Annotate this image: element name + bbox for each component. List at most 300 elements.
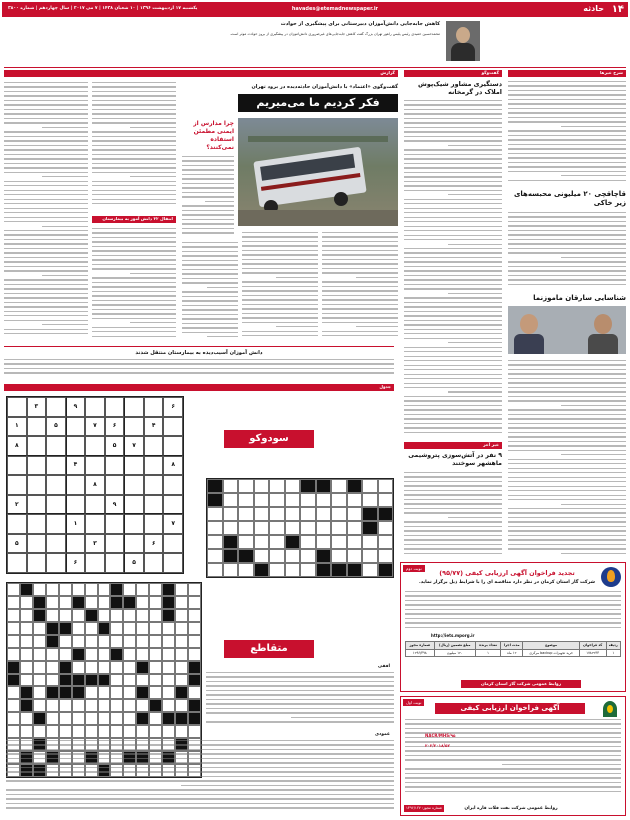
crossword-cell[interactable] bbox=[85, 583, 98, 596]
sudoku-cell[interactable] bbox=[105, 456, 125, 476]
crossword-cell[interactable] bbox=[72, 622, 85, 635]
crossword-cell[interactable] bbox=[331, 507, 347, 521]
crossword-cell[interactable] bbox=[207, 479, 223, 493]
crossword-cell[interactable] bbox=[46, 622, 59, 635]
crossword-cell[interactable] bbox=[123, 725, 136, 738]
crossword-cell[interactable] bbox=[162, 596, 175, 609]
crossword-cell[interactable] bbox=[110, 674, 123, 687]
crossword-cell[interactable] bbox=[7, 609, 20, 622]
crossword-cell[interactable] bbox=[207, 535, 223, 549]
sudoku-cell[interactable] bbox=[144, 495, 164, 515]
sudoku-cell[interactable] bbox=[7, 456, 27, 476]
sudoku-cell[interactable] bbox=[46, 514, 66, 534]
crossword-cell[interactable] bbox=[149, 661, 162, 674]
crossword-cell[interactable] bbox=[331, 521, 347, 535]
crossword-cell[interactable] bbox=[316, 507, 332, 521]
crossword-cell[interactable] bbox=[223, 493, 239, 507]
crossword-cell[interactable] bbox=[316, 521, 332, 535]
sudoku-cell[interactable] bbox=[66, 417, 86, 437]
sudoku-cell[interactable]: ۳ bbox=[27, 397, 47, 417]
crossword-cell[interactable] bbox=[175, 699, 188, 712]
crossword-cell[interactable] bbox=[33, 609, 46, 622]
crossword-cell[interactable] bbox=[162, 661, 175, 674]
crossword-cell[interactable] bbox=[269, 507, 285, 521]
crossword-cell[interactable] bbox=[33, 648, 46, 661]
crossword-cell[interactable] bbox=[33, 583, 46, 596]
crossword-cell[interactable] bbox=[7, 699, 20, 712]
crossword-cell[interactable] bbox=[162, 648, 175, 661]
sudoku-cell[interactable] bbox=[7, 514, 27, 534]
crossword-cell[interactable] bbox=[175, 725, 188, 738]
sudoku-cell[interactable] bbox=[144, 475, 164, 495]
crossword-cell[interactable] bbox=[136, 674, 149, 687]
sudoku-cell[interactable] bbox=[27, 495, 47, 515]
crossword-cell[interactable] bbox=[33, 635, 46, 648]
sudoku-cell[interactable] bbox=[163, 417, 183, 437]
crossword-cell[interactable] bbox=[162, 725, 175, 738]
crossword-cell[interactable] bbox=[188, 725, 201, 738]
crossword-cell[interactable] bbox=[20, 725, 33, 738]
crossword-cell[interactable] bbox=[33, 674, 46, 687]
crossword-cell[interactable] bbox=[223, 563, 239, 577]
sudoku-cell[interactable]: ۵ bbox=[7, 534, 27, 554]
crossword-cell[interactable] bbox=[254, 535, 270, 549]
crossword-cell[interactable] bbox=[136, 725, 149, 738]
sudoku-cell[interactable] bbox=[144, 456, 164, 476]
crossword-cell[interactable] bbox=[347, 563, 363, 577]
crossword-cell[interactable] bbox=[285, 521, 301, 535]
crossword-cell[interactable] bbox=[149, 622, 162, 635]
crossword-cell[interactable] bbox=[46, 725, 59, 738]
crossword-cell[interactable] bbox=[162, 674, 175, 687]
crossword-cell[interactable] bbox=[33, 699, 46, 712]
crossword-cell[interactable] bbox=[98, 712, 111, 725]
sudoku-cell[interactable] bbox=[163, 495, 183, 515]
crossword-cell[interactable] bbox=[238, 521, 254, 535]
crossword-cell[interactable] bbox=[316, 493, 332, 507]
crossword-cell[interactable] bbox=[149, 635, 162, 648]
crossword-cell[interactable] bbox=[362, 549, 378, 563]
sudoku-cell[interactable] bbox=[163, 436, 183, 456]
crossword-cell[interactable] bbox=[46, 699, 59, 712]
crossword-cell[interactable] bbox=[46, 596, 59, 609]
sudoku-cell[interactable]: ۴ bbox=[144, 417, 164, 437]
crossword-cell[interactable] bbox=[98, 648, 111, 661]
crossword-cell[interactable] bbox=[33, 712, 46, 725]
sudoku-grid[interactable] bbox=[6, 396, 184, 574]
crossword-cell[interactable] bbox=[123, 661, 136, 674]
crossword-cell[interactable] bbox=[254, 563, 270, 577]
crossword-cell[interactable] bbox=[188, 661, 201, 674]
crossword-cell[interactable] bbox=[285, 479, 301, 493]
crossword-cell[interactable] bbox=[285, 535, 301, 549]
crossword-cell[interactable] bbox=[162, 635, 175, 648]
sudoku-cell[interactable] bbox=[85, 456, 105, 476]
crossword-cell[interactable] bbox=[238, 493, 254, 507]
sudoku-cell[interactable] bbox=[124, 495, 144, 515]
crossword-cell[interactable] bbox=[175, 609, 188, 622]
crossword-cell[interactable] bbox=[207, 521, 223, 535]
crossword-cell[interactable] bbox=[136, 583, 149, 596]
crossword-cell[interactable] bbox=[85, 661, 98, 674]
crossword-cell[interactable] bbox=[20, 674, 33, 687]
sudoku-cell[interactable] bbox=[144, 514, 164, 534]
crossword-cell[interactable] bbox=[378, 479, 394, 493]
crossword-cell[interactable] bbox=[33, 725, 46, 738]
crossword-cell[interactable] bbox=[85, 712, 98, 725]
crossword-cell[interactable] bbox=[98, 699, 111, 712]
crossword-cell[interactable] bbox=[20, 622, 33, 635]
crossword-cell[interactable] bbox=[20, 661, 33, 674]
sudoku-cell[interactable] bbox=[46, 456, 66, 476]
sudoku-cell[interactable]: ۸ bbox=[85, 475, 105, 495]
crossword-cell[interactable] bbox=[59, 596, 72, 609]
crossword-cell[interactable] bbox=[331, 479, 347, 493]
crossword-cell[interactable] bbox=[362, 563, 378, 577]
crossword-cell[interactable] bbox=[123, 674, 136, 687]
crossword-cell[interactable] bbox=[136, 686, 149, 699]
sudoku-cell[interactable] bbox=[144, 553, 164, 573]
crossword-cell[interactable] bbox=[85, 609, 98, 622]
crossword-cell[interactable] bbox=[20, 648, 33, 661]
crossword-cell[interactable] bbox=[207, 549, 223, 563]
website[interactable]: havades@etemadnewspaper.ir bbox=[291, 6, 378, 12]
crossword-cell[interactable] bbox=[136, 596, 149, 609]
crossword-cell[interactable] bbox=[378, 493, 394, 507]
crossword-small[interactable] bbox=[206, 478, 394, 578]
crossword-cell[interactable] bbox=[110, 596, 123, 609]
sudoku-cell[interactable]: ۵ bbox=[46, 417, 66, 437]
crossword-cell[interactable] bbox=[20, 609, 33, 622]
crossword-cell[interactable] bbox=[85, 699, 98, 712]
crossword-cell[interactable] bbox=[378, 535, 394, 549]
crossword-cell[interactable] bbox=[285, 493, 301, 507]
crossword-cell[interactable] bbox=[72, 596, 85, 609]
sudoku-cell[interactable] bbox=[85, 553, 105, 573]
crossword-cell[interactable] bbox=[7, 622, 20, 635]
crossword-cell[interactable] bbox=[188, 596, 201, 609]
crossword-cell[interactable] bbox=[136, 622, 149, 635]
sudoku-cell[interactable] bbox=[144, 397, 164, 417]
crossword-cell[interactable] bbox=[98, 596, 111, 609]
sudoku-cell[interactable]: ۲ bbox=[7, 495, 27, 515]
sudoku-cell[interactable] bbox=[66, 475, 86, 495]
sudoku-cell[interactable] bbox=[124, 475, 144, 495]
crossword-cell[interactable] bbox=[72, 635, 85, 648]
crossword-cell[interactable] bbox=[85, 648, 98, 661]
crossword-cell[interactable] bbox=[59, 699, 72, 712]
crossword-cell[interactable] bbox=[7, 712, 20, 725]
sudoku-cell[interactable]: ۳ bbox=[85, 534, 105, 554]
crossword-cell[interactable] bbox=[136, 712, 149, 725]
crossword-cell[interactable] bbox=[331, 535, 347, 549]
crossword-cell[interactable] bbox=[188, 609, 201, 622]
sudoku-cell[interactable] bbox=[27, 514, 47, 534]
sudoku-cell[interactable]: ۱ bbox=[66, 514, 86, 534]
crossword-cell[interactable] bbox=[72, 674, 85, 687]
crossword-cell[interactable] bbox=[46, 674, 59, 687]
crossword-cell[interactable] bbox=[254, 521, 270, 535]
crossword-cell[interactable] bbox=[7, 596, 20, 609]
crossword-cell[interactable] bbox=[300, 563, 316, 577]
crossword-cell[interactable] bbox=[20, 583, 33, 596]
crossword-cell[interactable] bbox=[72, 661, 85, 674]
crossword-cell[interactable] bbox=[110, 648, 123, 661]
crossword-cell[interactable] bbox=[188, 635, 201, 648]
crossword-cell[interactable] bbox=[362, 535, 378, 549]
crossword-cell[interactable] bbox=[59, 686, 72, 699]
crossword-cell[interactable] bbox=[347, 479, 363, 493]
crossword-cell[interactable] bbox=[362, 479, 378, 493]
crossword-cell[interactable] bbox=[136, 635, 149, 648]
crossword-cell[interactable] bbox=[110, 712, 123, 725]
crossword-cell[interactable] bbox=[123, 609, 136, 622]
crossword-cell[interactable] bbox=[300, 521, 316, 535]
crossword-cell[interactable] bbox=[149, 609, 162, 622]
crossword-cell[interactable] bbox=[85, 686, 98, 699]
crossword-cell[interactable] bbox=[347, 549, 363, 563]
crossword-cell[interactable] bbox=[300, 479, 316, 493]
crossword-cell[interactable] bbox=[188, 674, 201, 687]
crossword-cell[interactable] bbox=[123, 596, 136, 609]
sudoku-cell[interactable]: ۷ bbox=[124, 436, 144, 456]
crossword-cell[interactable] bbox=[7, 725, 20, 738]
crossword-cell[interactable] bbox=[72, 712, 85, 725]
crossword-cell[interactable] bbox=[362, 507, 378, 521]
crossword-cell[interactable] bbox=[20, 635, 33, 648]
crossword-cell[interactable] bbox=[149, 725, 162, 738]
crossword-cell[interactable] bbox=[59, 712, 72, 725]
crossword-cell[interactable] bbox=[331, 563, 347, 577]
crossword-cell[interactable] bbox=[175, 622, 188, 635]
crossword-cell[interactable] bbox=[123, 712, 136, 725]
crossword-cell[interactable] bbox=[269, 493, 285, 507]
crossword-cell[interactable] bbox=[20, 686, 33, 699]
crossword-cell[interactable] bbox=[123, 583, 136, 596]
ad1-website[interactable]: http://iets.mporg.ir bbox=[431, 633, 475, 638]
crossword-cell[interactable] bbox=[188, 712, 201, 725]
crossword-cell[interactable] bbox=[59, 622, 72, 635]
sudoku-cell[interactable] bbox=[27, 553, 47, 573]
crossword-cell[interactable] bbox=[149, 648, 162, 661]
sudoku-cell[interactable] bbox=[46, 475, 66, 495]
sudoku-cell[interactable]: ۶ bbox=[144, 534, 164, 554]
crossword-cell[interactable] bbox=[162, 609, 175, 622]
crossword-cell[interactable] bbox=[123, 635, 136, 648]
sudoku-cell[interactable] bbox=[124, 534, 144, 554]
crossword-cell[interactable] bbox=[85, 622, 98, 635]
crossword-cell[interactable] bbox=[7, 648, 20, 661]
sudoku-cell[interactable] bbox=[85, 397, 105, 417]
sudoku-cell[interactable] bbox=[46, 553, 66, 573]
crossword-cell[interactable] bbox=[254, 479, 270, 493]
sudoku-cell[interactable] bbox=[46, 397, 66, 417]
crossword-cell[interactable] bbox=[162, 622, 175, 635]
crossword-cell[interactable] bbox=[46, 609, 59, 622]
crossword-cell[interactable] bbox=[59, 725, 72, 738]
sudoku-cell[interactable] bbox=[46, 436, 66, 456]
crossword-cell[interactable] bbox=[347, 521, 363, 535]
crossword-cell[interactable] bbox=[123, 699, 136, 712]
crossword-cell[interactable] bbox=[98, 609, 111, 622]
crossword-cell[interactable] bbox=[254, 549, 270, 563]
crossword-cell[interactable] bbox=[98, 583, 111, 596]
sudoku-cell[interactable] bbox=[105, 475, 125, 495]
crossword-cell[interactable] bbox=[188, 622, 201, 635]
crossword-cell[interactable] bbox=[362, 493, 378, 507]
crossword-cell[interactable] bbox=[85, 596, 98, 609]
crossword-cell[interactable] bbox=[59, 674, 72, 687]
crossword-cell[interactable] bbox=[162, 699, 175, 712]
crossword-cell[interactable] bbox=[378, 563, 394, 577]
crossword-cell[interactable] bbox=[162, 712, 175, 725]
crossword-cell[interactable] bbox=[223, 479, 239, 493]
sudoku-cell[interactable]: ۵ bbox=[105, 436, 125, 456]
crossword-cell[interactable] bbox=[188, 648, 201, 661]
sudoku-cell[interactable]: ۸ bbox=[7, 436, 27, 456]
crossword-cell[interactable] bbox=[300, 535, 316, 549]
sudoku-cell[interactable] bbox=[27, 436, 47, 456]
crossword-cell[interactable] bbox=[223, 521, 239, 535]
crossword-cell[interactable] bbox=[59, 609, 72, 622]
crossword-cell[interactable] bbox=[72, 725, 85, 738]
crossword-cell[interactable] bbox=[300, 493, 316, 507]
crossword-cell[interactable] bbox=[188, 699, 201, 712]
sudoku-cell[interactable] bbox=[66, 534, 86, 554]
crossword-cell[interactable] bbox=[85, 725, 98, 738]
crossword-cell[interactable] bbox=[347, 493, 363, 507]
crossword-cell[interactable] bbox=[362, 521, 378, 535]
crossword-cell[interactable] bbox=[59, 583, 72, 596]
sudoku-cell[interactable] bbox=[46, 534, 66, 554]
sudoku-cell[interactable] bbox=[124, 417, 144, 437]
sudoku-cell[interactable] bbox=[27, 475, 47, 495]
crossword-cell[interactable] bbox=[33, 596, 46, 609]
crossword-cell[interactable] bbox=[175, 661, 188, 674]
sudoku-cell[interactable]: ۹ bbox=[66, 397, 86, 417]
sudoku-cell[interactable] bbox=[105, 514, 125, 534]
crossword-cell[interactable] bbox=[316, 563, 332, 577]
crossword-cell[interactable] bbox=[188, 686, 201, 699]
sudoku-cell[interactable] bbox=[124, 397, 144, 417]
crossword-cell[interactable] bbox=[98, 674, 111, 687]
crossword-cell[interactable] bbox=[269, 549, 285, 563]
crossword-cell[interactable] bbox=[85, 635, 98, 648]
crossword-cell[interactable] bbox=[7, 686, 20, 699]
crossword-cell[interactable] bbox=[46, 648, 59, 661]
crossword-cell[interactable] bbox=[46, 583, 59, 596]
crossword-cell[interactable] bbox=[123, 686, 136, 699]
crossword-cell[interactable] bbox=[110, 686, 123, 699]
sudoku-cell[interactable]: ۷ bbox=[163, 514, 183, 534]
crossword-cell[interactable] bbox=[149, 699, 162, 712]
sudoku-cell[interactable] bbox=[7, 397, 27, 417]
crossword-cell[interactable] bbox=[149, 674, 162, 687]
crossword-cell[interactable] bbox=[331, 549, 347, 563]
crossword-cell[interactable] bbox=[136, 648, 149, 661]
crossword-cell[interactable] bbox=[33, 686, 46, 699]
crossword-cell[interactable] bbox=[110, 725, 123, 738]
crossword-cell[interactable] bbox=[136, 661, 149, 674]
sudoku-cell[interactable] bbox=[27, 456, 47, 476]
sudoku-cell[interactable] bbox=[7, 553, 27, 573]
crossword-cell[interactable] bbox=[20, 596, 33, 609]
crossword-cell[interactable] bbox=[46, 686, 59, 699]
crossword-cell[interactable] bbox=[238, 563, 254, 577]
crossword-cell[interactable] bbox=[347, 535, 363, 549]
sudoku-cell[interactable] bbox=[27, 534, 47, 554]
sudoku-cell[interactable]: ۶ bbox=[66, 553, 86, 573]
crossword-cell[interactable] bbox=[238, 479, 254, 493]
crossword-cell[interactable] bbox=[110, 609, 123, 622]
crossword-cell[interactable] bbox=[269, 535, 285, 549]
crossword-cell[interactable] bbox=[149, 712, 162, 725]
crossword-cell[interactable] bbox=[223, 507, 239, 521]
crossword-cell[interactable] bbox=[269, 479, 285, 493]
crossword-cell[interactable] bbox=[33, 661, 46, 674]
sudoku-cell[interactable] bbox=[124, 456, 144, 476]
crossword-cell[interactable] bbox=[238, 549, 254, 563]
sudoku-cell[interactable] bbox=[105, 397, 125, 417]
crossword-cell[interactable] bbox=[300, 507, 316, 521]
sudoku-cell[interactable] bbox=[105, 553, 125, 573]
crossword-cell[interactable] bbox=[149, 596, 162, 609]
crossword-cell[interactable] bbox=[269, 563, 285, 577]
crossword-cell[interactable] bbox=[207, 507, 223, 521]
crossword-cell[interactable] bbox=[316, 549, 332, 563]
crossword-cell[interactable] bbox=[98, 686, 111, 699]
sudoku-cell[interactable] bbox=[163, 534, 183, 554]
crossword-cell[interactable] bbox=[110, 622, 123, 635]
crossword-cell[interactable] bbox=[20, 699, 33, 712]
crossword-cell[interactable] bbox=[316, 535, 332, 549]
crossword-cell[interactable] bbox=[7, 661, 20, 674]
crossword-cell[interactable] bbox=[316, 479, 332, 493]
crossword-cell[interactable] bbox=[85, 674, 98, 687]
crossword-cell[interactable] bbox=[123, 648, 136, 661]
crossword-cell[interactable] bbox=[7, 674, 20, 687]
crossword-cell[interactable] bbox=[72, 609, 85, 622]
sudoku-cell[interactable] bbox=[7, 475, 27, 495]
sudoku-cell[interactable]: ۹ bbox=[105, 495, 125, 515]
crossword-cell[interactable] bbox=[238, 507, 254, 521]
sudoku-cell[interactable] bbox=[105, 534, 125, 554]
crossword-cell[interactable] bbox=[149, 686, 162, 699]
crossword-cell[interactable] bbox=[207, 493, 223, 507]
crossword-cell[interactable] bbox=[175, 635, 188, 648]
crossword-cell[interactable] bbox=[98, 622, 111, 635]
crossword-cell[interactable] bbox=[378, 549, 394, 563]
crossword-cell[interactable] bbox=[207, 563, 223, 577]
crossword-cell[interactable] bbox=[175, 712, 188, 725]
crossword-cell[interactable] bbox=[285, 563, 301, 577]
sudoku-cell[interactable] bbox=[85, 514, 105, 534]
crossword-cell[interactable] bbox=[59, 635, 72, 648]
sudoku-cell[interactable] bbox=[27, 417, 47, 437]
crossword-cell[interactable] bbox=[20, 712, 33, 725]
crossword-cell[interactable] bbox=[72, 699, 85, 712]
sudoku-cell[interactable] bbox=[85, 436, 105, 456]
crossword-cell[interactable] bbox=[300, 549, 316, 563]
crossword-cell[interactable] bbox=[7, 583, 20, 596]
crossword-cell[interactable] bbox=[331, 493, 347, 507]
sudoku-cell[interactable]: ۸ bbox=[163, 456, 183, 476]
crossword-cell[interactable] bbox=[238, 535, 254, 549]
crossword-cell[interactable] bbox=[188, 583, 201, 596]
crossword-cell[interactable] bbox=[223, 535, 239, 549]
crossword-cell[interactable] bbox=[254, 507, 270, 521]
crossword-cell[interactable] bbox=[136, 609, 149, 622]
